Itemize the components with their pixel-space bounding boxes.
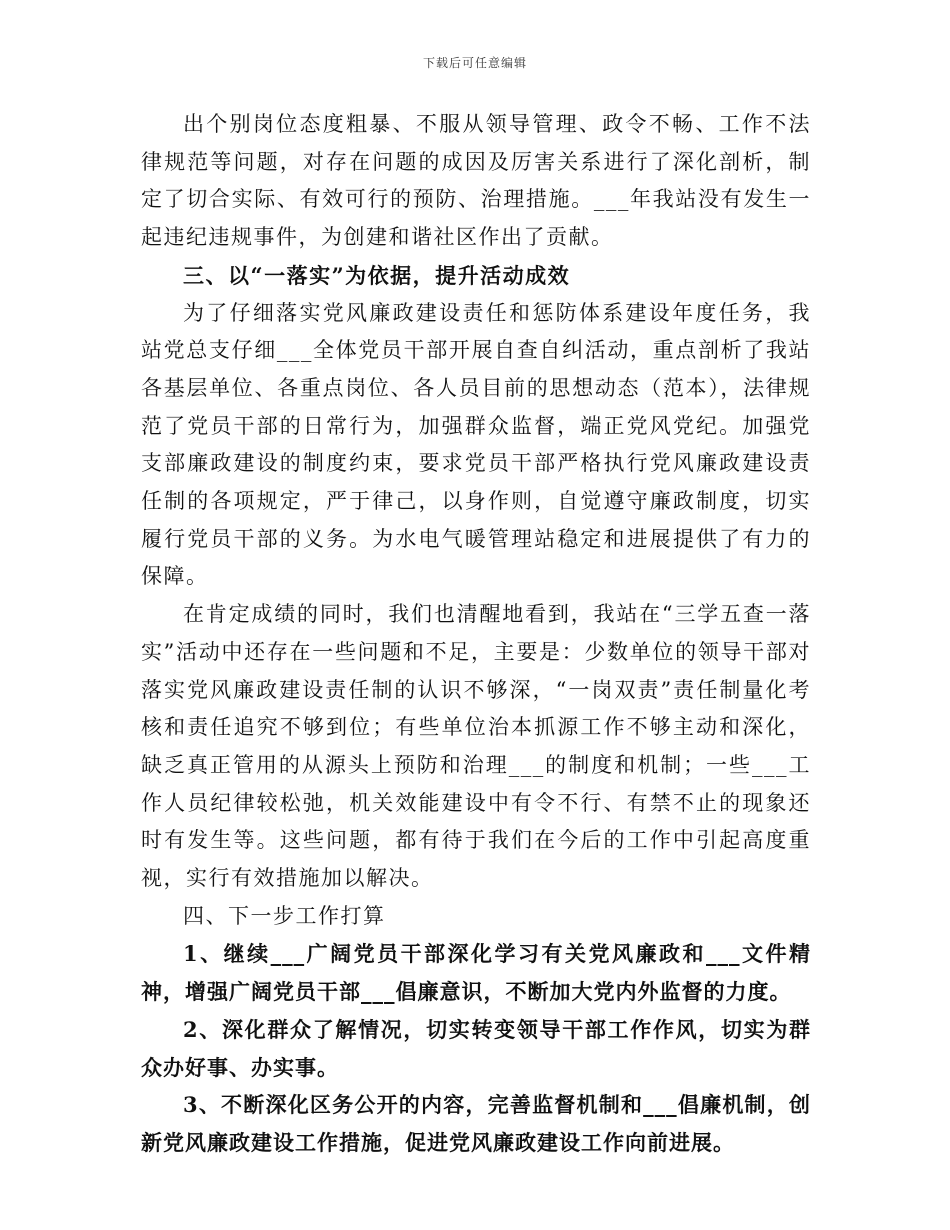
plan-item-1: 1、继续___广阔党员干部深化学习有关党风廉政和___文件精神，增强广阔党员干部___倡廉意识，不断加大党内外监督的力度。 xyxy=(141,941,811,1005)
document-body xyxy=(141,106,811,1162)
section-heading-3: 三、以“一落实”为依据，提升活动成效 xyxy=(183,262,571,288)
plan-item-3: 3、不断深化区务公开的内容，完善监督机制和___倡廉机制，创新党风廉政建设工作措施，促进党风廉政建设工作向前进展。 xyxy=(141,1092,811,1155)
plan-item-2: 2、深化群众了解情况，切实转变领导干部工作作风，切实为群众办好事、办实事。 xyxy=(141,1016,811,1080)
paragraph-continued: 出个别岗位态度粗暴、不服从领导管理、政令不畅、工作不法律规范等问题，对存在问题的成因及厉害关系进行了深化剖析，制定了切合实际、有效可行的预防、治理措施。___年我站没有发生一起违纪违规事件，为创建和谐社区作出了贡献。 xyxy=(141,112,811,250)
header-note: 下载后可任意编辑 xyxy=(422,56,527,70)
paragraph-problems: 在肯定成绩的同时，我们也清醒地看到，我站在“三学五查一落实”活动中还存在一些问题和不足，主要是：少数单位的领导干部对落实党风廉政建设责任制的认识不够深，“一岗双责”责任制量化考核和责任追究不够到位；有些单位治本抓源工作不够主动和深化，缺乏真正管用的从源头上预防和治理___的制度和机制；一些___工作人员纪律较松弛，机关效能建设中有令不行、有禁不止的现象还时有发生等。这些问题，都有待于我们在今后的工作中引起高度重视，实行有效措施加以解决。 xyxy=(141,602,811,891)
paragraph-implementation: 为了仔细落实党风廉政建设责任和惩防体系建设年度任务，我站党总支仔细___全体党员干部开展自查自纠活动，重点剖析了我站各基层单位、各重点岗位、各人员目前的思想动态（范本），法律规范了党员干部的日常行为，加强群众监督，端正党风党纪。加强党支部廉政建设的制度约束，要求党员干部严格执行党风廉政建设责任制的各项规定，严于律己，以身作则，自觉遵守廉政制度，切实履行党员干部的义务。为水电气暖管理站稳定和进展提供了有力的保障。 xyxy=(141,300,811,589)
section-heading-4: 四、下一步工作打算 xyxy=(183,903,386,928)
